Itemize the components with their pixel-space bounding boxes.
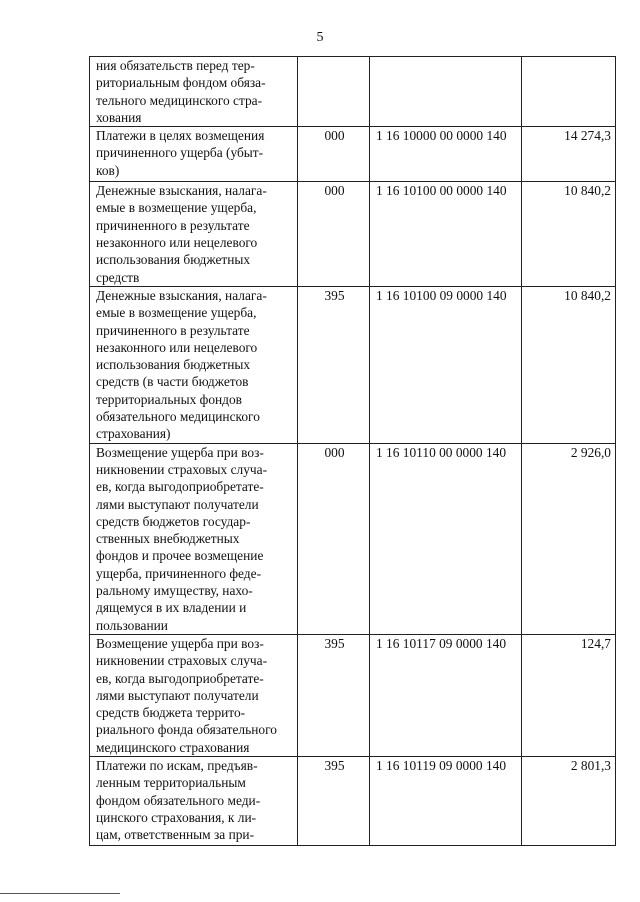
row-amount: 2 801,3 [522,756,616,845]
row-amount: 14 274,3 [522,127,616,182]
page-number: 5 [316,30,324,45]
table-row [90,127,616,182]
budget-table [89,56,616,846]
row-amount [522,57,616,127]
row-classification-code [370,57,522,127]
row-admin-code: 000 [298,127,370,182]
row-name-cell [90,443,298,634]
table-row [90,286,616,443]
row-classification-code: 1 16 10117 09 0000 140 [370,634,522,756]
row-admin-code: 000 [298,182,370,287]
row-admin-code: 395 [298,634,370,756]
table-row [90,756,616,845]
row-name: Платежи в целях возмещения причиненного ущерба (убыт- ков) [96,128,265,178]
row-classification-code: 1 16 10119 09 0000 140 [370,756,522,845]
row-classification-code: 1 16 10000 00 0000 140 [370,127,522,182]
row-admin-code [298,57,370,127]
row-name: Денежные взыскания, налага- емые в возмещение ущерба, причиненного в результате незаконного или нецелевого использования бюджетных средств (в части бюджетов территориальных фондов обязательного медицинского страхования) [96,287,267,442]
row-amount: 2 926,0 [522,443,616,634]
row-classification-code: 1 16 10100 09 0000 140 [370,286,522,443]
row-name-cell [90,127,298,182]
row-amount: 10 840,2 [522,286,616,443]
row-name-cell [90,286,298,443]
row-name-cell [90,182,298,287]
table-row [90,57,616,127]
row-name-cell [90,634,298,756]
row-name-cell [90,756,298,845]
table-row [90,182,616,287]
row-amount: 124,7 [522,634,616,756]
row-admin-code: 395 [298,286,370,443]
footnote-separator [0,893,120,894]
row-name: Возмещение ущерба при воз- никновении страховых случа- ев, когда выгодоприобретате- лями выступают получатели средств бюджета террито- риального фонда обязательного медицинского страхования [96,635,277,755]
row-name: Платежи по искам, предъяв- ленным территориальным фондом обязательного меди- цинского страхования, к ли- цам, ответственным за при- [96,757,261,843]
table-row [90,443,616,634]
row-name: Денежные взыскания, налага- емые в возмещение ущерба, причиненного в результате незаконного или нецелевого использования бюджетных средств [96,183,267,285]
row-name: ния обязательств перед тер- риториальным фондом обяза- тельного медицинского стра- хования [96,58,266,125]
row-name-cell [90,57,298,127]
row-admin-code: 000 [298,443,370,634]
table-row [90,634,616,756]
row-classification-code: 1 16 10100 00 0000 140 [370,182,522,287]
row-amount: 10 840,2 [522,182,616,287]
row-name: Возмещение ущерба при воз- никновении страховых случа- ев, когда выгодоприобретате- лями выступают получатели средств бюджетов государ- ственных внебюджетных фондов и прочее возмещение ущерба, причиненного феде- ральному имуществу, нахо- дящемуся в их владении и пользовании [96,444,268,633]
row-classification-code: 1 16 10110 00 0000 140 [370,443,522,634]
row-admin-code: 395 [298,756,370,845]
